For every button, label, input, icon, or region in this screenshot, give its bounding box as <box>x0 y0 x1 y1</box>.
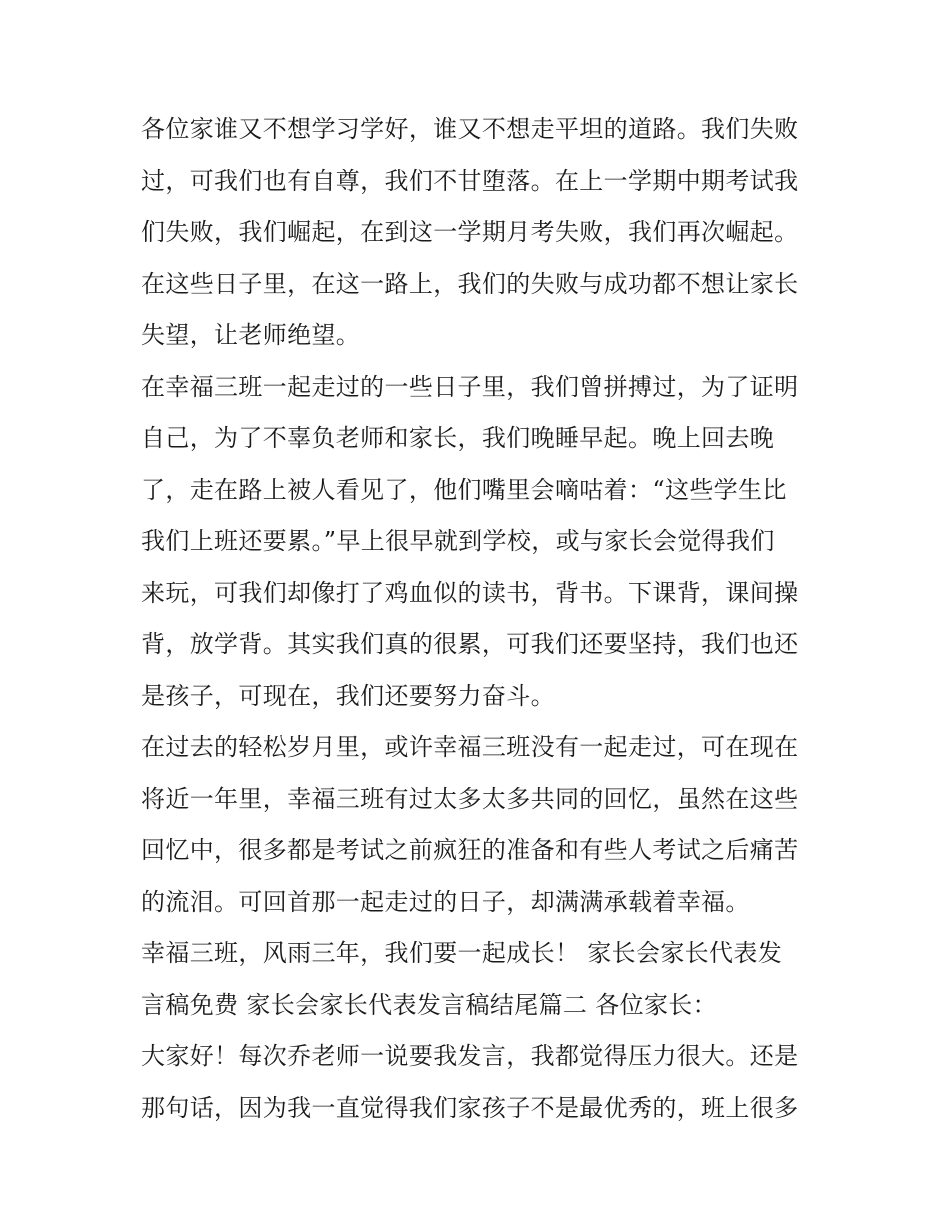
text-line: 将近一年里，幸福三班有过太多太多共同的回忆，虽然在这些 <box>141 784 799 813</box>
text-line: 回忆中，很多都是考试之前疯狂的准备和有些人考试之后痛苦 <box>141 836 799 864</box>
text-line: 了，走在路上被人看见了，他们嘴里会嘀咕着：“这些学生比 <box>141 475 787 504</box>
text-line: 在过去的轻松岁月里，或许幸福三班没有一起走过，可在现在 <box>141 733 799 761</box>
text-line: 在这些日子里，在这一路上，我们的失败与成功都不想让家长 <box>141 269 799 298</box>
text-line: 大家好！每次乔老师一说要我发言，我都觉得压力很大。还是 <box>141 1042 799 1070</box>
text-line: 在幸福三班一起走过的一些日子里，我们曾拼搏过，为了证明 <box>141 372 799 401</box>
text-line: 失望，让老师绝望。 <box>141 321 361 349</box>
text-line: 的流泪。可回首那一起走过的日子，却满满承载着幸福。 <box>141 887 750 916</box>
text-line: 那句话，因为我一直觉得我们家孩子不是最优秀的，班上很多 <box>141 1093 799 1122</box>
text-line: 背，放学背。其实我们真的很累，可我们还要坚持，我们也还 <box>141 630 799 658</box>
text-line: 我们上班还要累。”早上很早就到学校，或与家长会觉得我们 <box>141 527 775 555</box>
text-line: 来玩，可我们却像打了鸡血似的读书，背书。下课背，课间操 <box>141 578 799 607</box>
body-text <box>141 104 821 1134</box>
text-line: 言稿免费 家长会家长代表发言稿结尾篇二 各位家长： <box>141 990 718 1019</box>
text-line: 们失败，我们崛起，在到这一学期月考失败，我们再次崛起。 <box>141 218 799 246</box>
text-line: 是孩子，可现在，我们还要努力奋斗。 <box>141 681 555 710</box>
text-line: 幸福三班，风雨三年，我们要一起成长！ 家长会家长代表发 <box>141 939 783 967</box>
text-line: 各位家谁又不想学习学好，谁又不想走平坦的道路。我们失败 <box>141 115 799 143</box>
text-line: 自己，为了不辜负老师和家长，我们晚睡早起。晚上回去晚 <box>141 424 775 452</box>
text-line: 过，可我们也有自尊，我们不甘堕落。在上一学期中期考试我 <box>141 166 799 195</box>
